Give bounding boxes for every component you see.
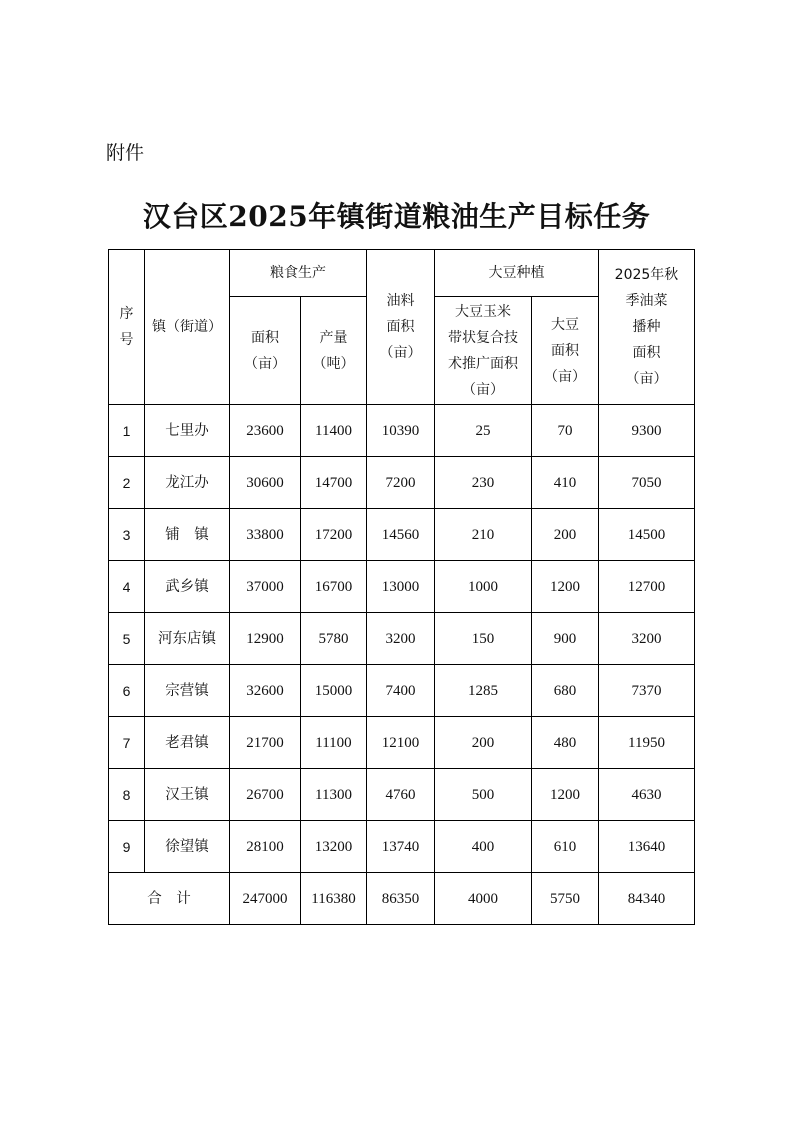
- table-row: [109, 613, 695, 665]
- row-index: 6: [109, 665, 145, 717]
- row-town: 铺 镇: [145, 509, 230, 561]
- cell-grain-output: 16700: [301, 561, 367, 613]
- cell-oil-area: 4760: [367, 769, 435, 821]
- cell-oil-area: 14560: [367, 509, 435, 561]
- row-town: 龙江办: [145, 457, 230, 509]
- cell-oil-area: 13740: [367, 821, 435, 873]
- cell-soy-corn-area: 1285: [435, 665, 532, 717]
- total-oil-area: 86350: [367, 873, 435, 925]
- row-index: 9: [109, 821, 145, 873]
- cell-grain-output: 5780: [301, 613, 367, 665]
- cell-soy-area: 200: [532, 509, 599, 561]
- header-oil-area: 油料 面积 （亩）: [367, 250, 435, 405]
- row-town: 汉王镇: [145, 769, 230, 821]
- cell-soy-area: 410: [532, 457, 599, 509]
- table-row: [109, 561, 695, 613]
- document-title: 汉台区2025年镇街道粮油生产目标任务: [142, 200, 651, 233]
- header-soy-group: 大豆种植: [435, 250, 599, 297]
- total-rapeseed-area: 84340: [599, 873, 695, 925]
- row-index: 1: [109, 405, 145, 457]
- cell-soy-area: 70: [532, 405, 599, 457]
- cell-soy-corn-area: 200: [435, 717, 532, 769]
- cell-rapeseed-area: 7050: [599, 457, 695, 509]
- cell-grain-output: 11100: [301, 717, 367, 769]
- row-index: 7: [109, 717, 145, 769]
- header-index: 序 号: [109, 250, 145, 405]
- cell-grain-area: 37000: [230, 561, 301, 613]
- row-town: 七里办: [145, 405, 230, 457]
- cell-soy-area: 900: [532, 613, 599, 665]
- total-grain-area: 247000: [230, 873, 301, 925]
- cell-rapeseed-area: 9300: [599, 405, 695, 457]
- cell-grain-area: 32600: [230, 665, 301, 717]
- row-index: 2: [109, 457, 145, 509]
- total-label: 合 计: [109, 873, 230, 925]
- cell-grain-output: 11300: [301, 769, 367, 821]
- row-index: 3: [109, 509, 145, 561]
- row-town: 徐望镇: [145, 821, 230, 873]
- header-soy-area: 大豆 面积 （亩）: [532, 297, 599, 405]
- cell-grain-output: 15000: [301, 665, 367, 717]
- cell-grain-output: 17200: [301, 509, 367, 561]
- row-town: 河东店镇: [145, 613, 230, 665]
- table-row: [109, 717, 695, 769]
- table-row: [109, 821, 695, 873]
- row-index: 8: [109, 769, 145, 821]
- cell-rapeseed-area: 13640: [599, 821, 695, 873]
- header-soy-corn-area: 大豆玉米 带状复合技 术推广面积 （亩）: [435, 297, 532, 405]
- cell-oil-area: 7200: [367, 457, 435, 509]
- row-index: 5: [109, 613, 145, 665]
- cell-grain-area: 28100: [230, 821, 301, 873]
- header-town: 镇（街道）: [145, 250, 230, 405]
- total-soy-corn-area: 4000: [435, 873, 532, 925]
- table-row: [109, 509, 695, 561]
- cell-soy-corn-area: 1000: [435, 561, 532, 613]
- header-rapeseed-area: 2025年秋 季油菜 播种 面积 （亩）: [599, 250, 695, 405]
- table-row: [109, 405, 695, 457]
- cell-soy-corn-area: 400: [435, 821, 532, 873]
- cell-grain-output: 13200: [301, 821, 367, 873]
- cell-soy-corn-area: 210: [435, 509, 532, 561]
- cell-rapeseed-area: 4630: [599, 769, 695, 821]
- total-soy-area: 5750: [532, 873, 599, 925]
- cell-grain-output: 11400: [301, 405, 367, 457]
- cell-soy-area: 480: [532, 717, 599, 769]
- header-grain-area: 面积 （亩）: [230, 297, 301, 405]
- cell-rapeseed-area: 7370: [599, 665, 695, 717]
- cell-oil-area: 7400: [367, 665, 435, 717]
- table-row: [109, 665, 695, 717]
- cell-oil-area: 10390: [367, 405, 435, 457]
- cell-rapeseed-area: 11950: [599, 717, 695, 769]
- attachment-label: 附件: [106, 142, 145, 164]
- cell-grain-area: 21700: [230, 717, 301, 769]
- header-grain-group: 粮食生产: [230, 250, 367, 297]
- cell-grain-area: 30600: [230, 457, 301, 509]
- header-grain-output: 产量 （吨）: [301, 297, 367, 405]
- row-index: 4: [109, 561, 145, 613]
- cell-oil-area: 12100: [367, 717, 435, 769]
- cell-soy-corn-area: 500: [435, 769, 532, 821]
- table-row: [109, 457, 695, 509]
- cell-grain-area: 33800: [230, 509, 301, 561]
- cell-rapeseed-area: 3200: [599, 613, 695, 665]
- cell-oil-area: 13000: [367, 561, 435, 613]
- cell-grain-area: 23600: [230, 405, 301, 457]
- cell-soy-corn-area: 230: [435, 457, 532, 509]
- cell-soy-area: 680: [532, 665, 599, 717]
- row-town: 武乡镇: [145, 561, 230, 613]
- cell-soy-corn-area: 150: [435, 613, 532, 665]
- total-row: [109, 873, 695, 925]
- cell-oil-area: 3200: [367, 613, 435, 665]
- cell-grain-output: 14700: [301, 457, 367, 509]
- cell-grain-area: 12900: [230, 613, 301, 665]
- header-row-1: [109, 250, 695, 297]
- cell-rapeseed-area: 12700: [599, 561, 695, 613]
- row-town: 老君镇: [145, 717, 230, 769]
- total-grain-output: 116380: [301, 873, 367, 925]
- cell-soy-area: 1200: [532, 769, 599, 821]
- cell-soy-area: 1200: [532, 561, 599, 613]
- cell-rapeseed-area: 14500: [599, 509, 695, 561]
- target-table: [108, 249, 695, 925]
- cell-soy-corn-area: 25: [435, 405, 532, 457]
- row-town: 宗营镇: [145, 665, 230, 717]
- cell-soy-area: 610: [532, 821, 599, 873]
- cell-grain-area: 26700: [230, 769, 301, 821]
- table-row: [109, 769, 695, 821]
